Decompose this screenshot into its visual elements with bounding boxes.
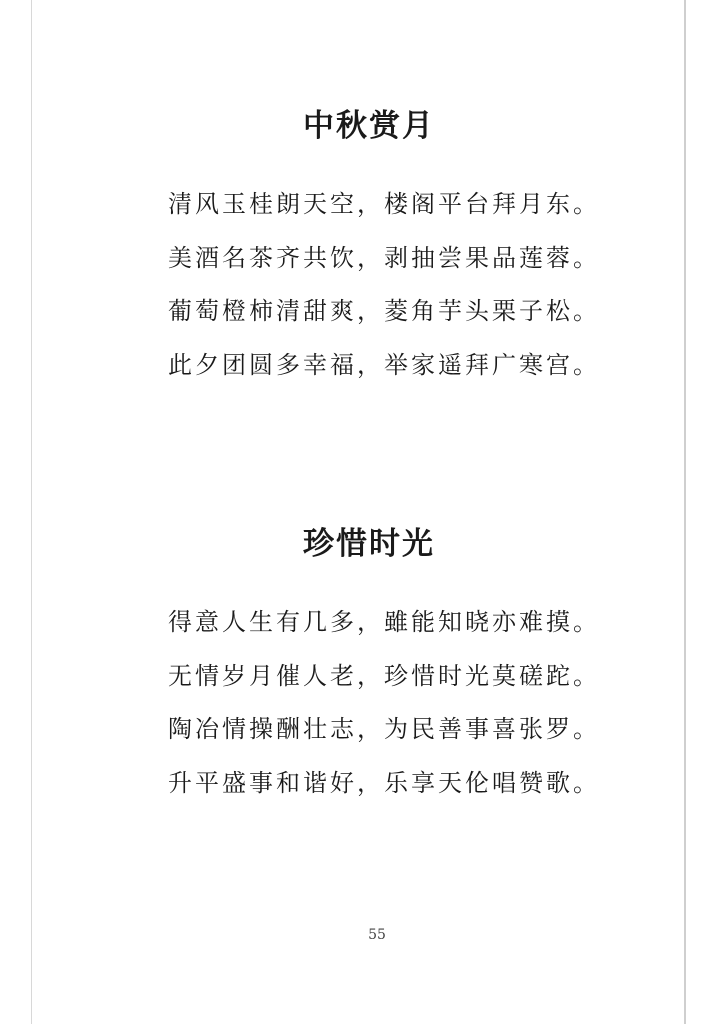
poem-body bbox=[0, 610, 724, 824]
poem-line: 升平盛事和谐好，乐享天伦唱赞歌。 bbox=[168, 768, 600, 797]
poem-line: 此夕团圆多幸福，举家遥拜广寒宫。 bbox=[168, 350, 600, 379]
poem-line: 清风玉桂朗天空，楼阁平台拜月东。 bbox=[168, 190, 600, 218]
page-number: 55 bbox=[368, 927, 386, 943]
poem-line: 陶冶情操酬壮志，为民善事喜张罗。 bbox=[168, 715, 600, 743]
poem-line: 葡萄橙柿清甜爽，菱角芋头栗子松。 bbox=[168, 297, 600, 325]
poem-mid-autumn bbox=[0, 104, 724, 406]
poem-cherish-time bbox=[0, 522, 724, 824]
poem-line: 无情岁月催人老，珍惜时光莫磋跎。 bbox=[168, 661, 600, 690]
poem-title: 中秋赏月 bbox=[303, 108, 435, 144]
poem-line: 美酒名茶齐共饮，剥抽尝果品莲蓉。 bbox=[168, 243, 600, 272]
poem-title: 珍惜时光 bbox=[303, 526, 435, 562]
poem-body bbox=[0, 192, 724, 406]
poem-line: 得意人生有几多，雖能知晓亦难摸。 bbox=[168, 608, 600, 636]
